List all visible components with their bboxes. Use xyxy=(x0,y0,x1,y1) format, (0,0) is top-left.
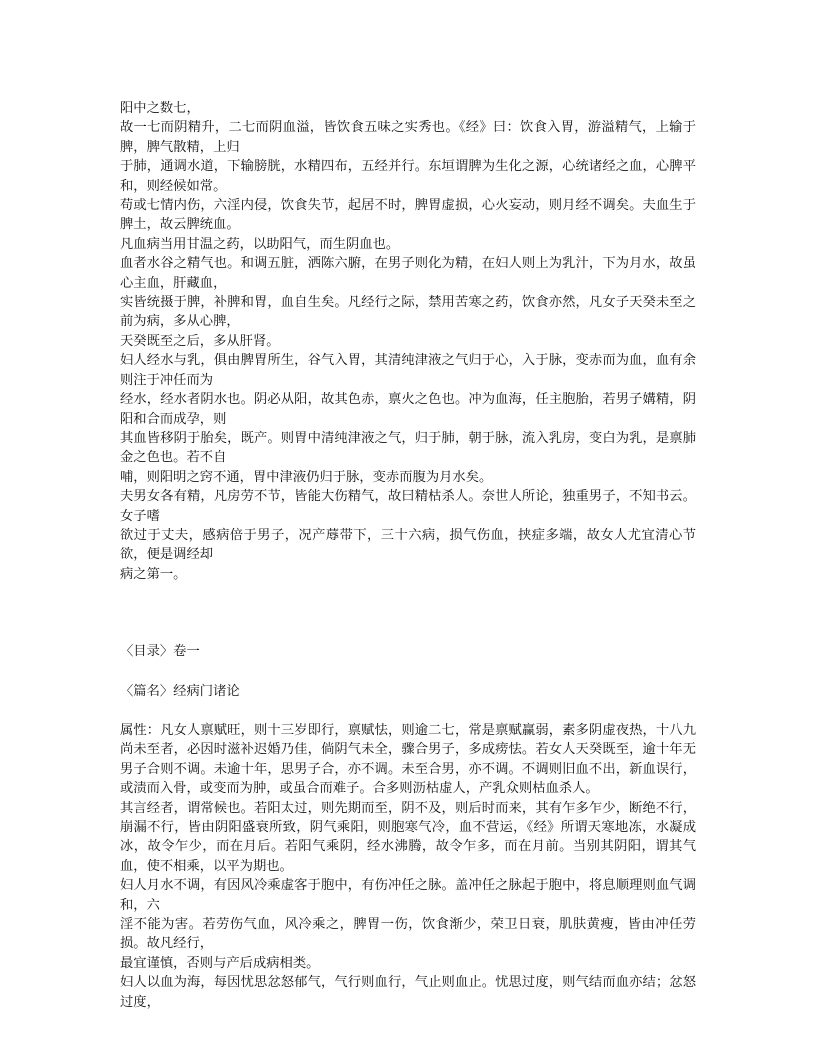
text-line: 实皆统摄于脾，补脾和胃，血自生矣。凡经行之际，禁用苦寒之药，饮食亦然，凡女子天癸未至之前为病，多从心脾， xyxy=(120,295,696,330)
section-intro xyxy=(120,99,696,584)
chapter-heading: 〈篇名〉经病门诸论 xyxy=(120,683,240,699)
text-line: 经水，经水者阴水也。阴必从阳，故其色赤，禀火之色也。冲为血海，任主胞胎，若男子媾精，阴阳和合而成孕，则 xyxy=(120,392,696,427)
catalog-heading: 〈目录〉卷一 xyxy=(120,644,200,660)
text-line: 凡血病当用甘温之药，以助阳气，而生阴血也。 xyxy=(120,236,400,252)
text-line: 妇人月水不调，有因风冷乘虚客于胞中，有伤冲任之脉。盖冲任之脉起于胞中，将息顺理则血气调和，六 xyxy=(120,878,696,913)
text-line: 其血皆移阴于胎矣，既产。则胃中清纯津液之气，归于肺，朝于脉，流入乳房，变白为乳，是禀肺金之色也。若不自 xyxy=(120,430,696,466)
text-line: 天癸既至之后，多从肝肾。 xyxy=(120,333,280,349)
section-chapter-body xyxy=(120,721,696,1012)
text-line: 妇人经水与乳，俱由脾胃所生，谷气入胃，其清纯津液之气归于心，入于脉，变赤而为血，血有余则注于冲任而为 xyxy=(120,353,696,388)
text-line: 最宜谨慎，否则与产后成病相类。 xyxy=(120,955,320,971)
text-line: 血者水谷之精气也。和调五脏，洒陈六腑，在男子则化为精，在妇人则上为乳汁，下为月水，故虽心主血，肝藏血， xyxy=(120,256,696,291)
text-line: 淫不能为害。若劳伤气血，风冷乘之，脾胃一伤，饮食渐少，荣卫日衰，肌肤黄瘦，皆由冲任劳损。故凡经行， xyxy=(120,917,696,952)
text-line: 妇人以血为海，每因忧思忿怒郁气，气行则血行，气止则血止。忧思过度，则气结而血亦结；忿怒过度， xyxy=(120,975,696,1010)
text-paragraph: 其言经者，谓常候也。若阳太过，则先期而至，阴不及，则后时而来，其有乍多乍少，断绝不行，崩漏不行，皆由阴阳盛衰所致，阴气乘阳，则胞寒气冷，血不营运，《经》所谓天寒地冻，水凝成冰，故令乍少，而在月后。若阳气乘阴，经水沸腾，故令乍多，而在月前。当别其阴阳，谓其气血，使不相乘，以平为期也。 xyxy=(120,800,696,874)
text-line: 故一七而阴精升，二七而阴血溢，皆饮食五味之实秀也。《经》曰：饮食入胃，游溢精气，上输于脾，脾气散精，上归 xyxy=(120,120,696,155)
text-line: 病之第一。 xyxy=(120,566,187,582)
text-line: 哺，则阳明之窍不通，胃中津液仍归于脉，变赤而腹为月水矣。 xyxy=(120,469,493,485)
section-spacer xyxy=(120,584,696,642)
text-line: 于肺，通调水道，下输膀胱，水精四布，五经并行。东垣谓脾为生化之源，心统诸经之血，心脾平和，则经候如常。 xyxy=(120,159,696,194)
text-paragraph: 属性：凡女人禀赋旺，则十三岁即行，禀赋怯，则逾二七，常是禀赋赢弱，素多阴虚夜热，十八九尚未至者，必因时滋补迟婚乃佳，倘阴气未全，骤合男子，多成痨怯。若女人天癸既至，逾十年无男子合则不调。未逾十年，思男子合，亦不调。未至合男，亦不调。不调则旧血不出，新血误行，或渍而入骨，或变而为肿，或虽合而难子。合多则沥枯虚人，产乳众则枯血杀人。 xyxy=(120,722,696,797)
text-line: 夫男女各有精，凡房劳不节，皆能大伤精气，故曰精枯杀人。奈世人所论，独重男子，不知书云。女子嗜 xyxy=(120,489,696,524)
text-line: 欲过于丈夫，感病倍于男子，况产蓐带下，三十六病，损气伤血，挟症多端，故女人尤宜清心节欲，便是调经却 xyxy=(120,527,696,563)
text-line: 阳中之数七， xyxy=(120,101,200,116)
text-line: 苟或七情内伤，六淫内侵，饮食失节，起居不时，脾胃虚损，心火妄动，则月经不调矣。夫血生于脾土，故云脾统血。 xyxy=(120,198,696,233)
section-spacer xyxy=(120,701,696,721)
document-page xyxy=(120,99,696,1012)
